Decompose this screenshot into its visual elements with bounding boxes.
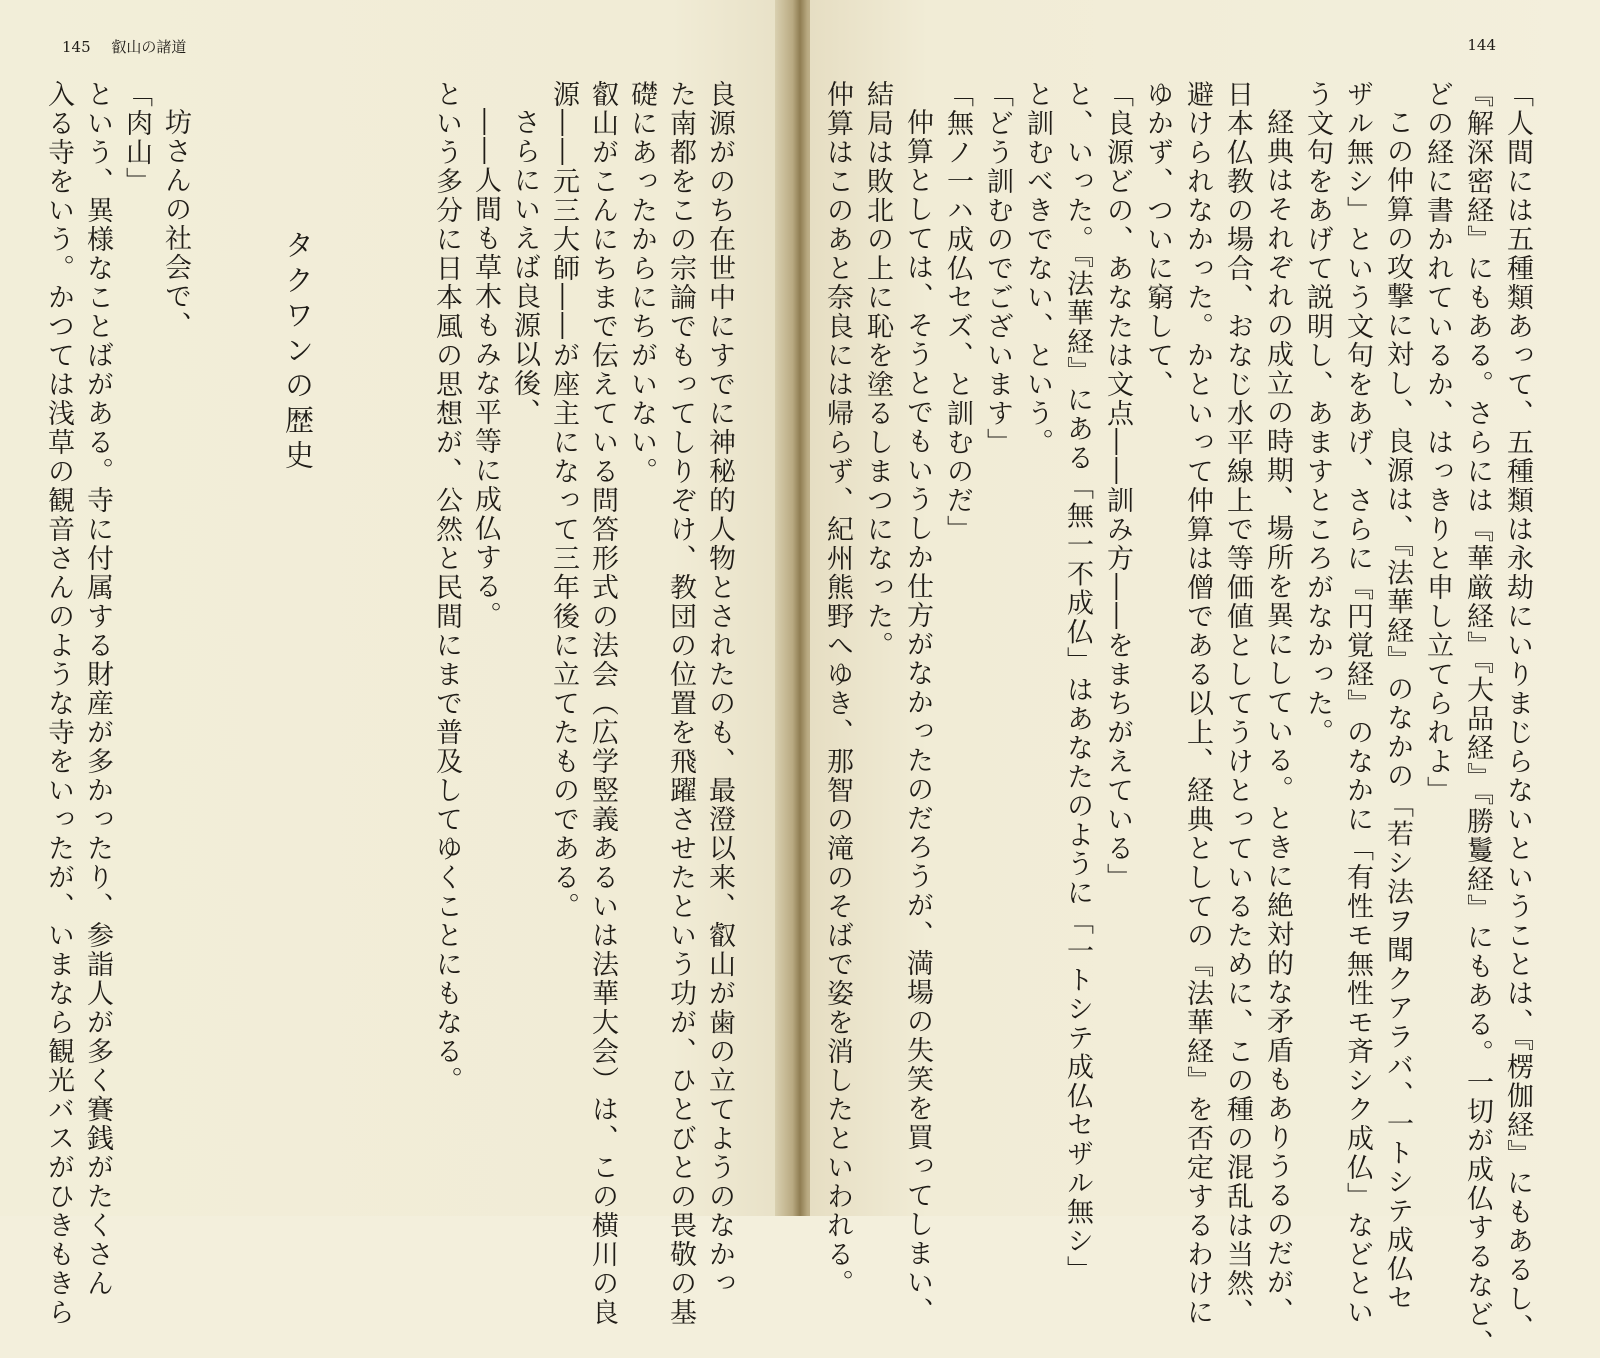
text-column: さらにいえば良源以後、 — [509, 108, 540, 427]
text-column: という多分に日本風の思想が、公然と民間にまで普及してゆくことにもなる。 — [431, 80, 462, 1095]
text-column: 「肉山」 — [121, 80, 152, 196]
text-column: と、いった。『法華経』にある「無一不成仏」はあなたのように「一トシテ成仏セザル無シ」 — [1062, 80, 1093, 1285]
text-column: た南都をこの宗論でもってしりぞけ、教団の位置を飛躍させたという功が、ひとびとの畏敬の基 — [665, 80, 696, 1327]
page-number-144: 144 — [1467, 36, 1496, 54]
left-page — [0, 0, 790, 1327]
text-column: 入る寺をいう。かつては浅草の観音さんのような寺をいったが、いまなら観光バスがひきもきら — [43, 80, 74, 1327]
text-column: と訓むべきでない、という。 — [1022, 80, 1053, 457]
text-column: 良源がのち在世中にすでに神秘的人物とされたのも、最澄以来、叡山が歯の立てようのなかっ — [704, 80, 735, 1298]
text-column: 源――元三大師――が座主になって三年後に立てたものである。 — [548, 80, 579, 921]
text-column: この仲算の攻撃に対し、良源は、『法華経』のなかの「若シ法ヲ聞クアラバ、一トシテ成仏セ — [1382, 108, 1413, 1313]
text-column: 「良源どの、あなたは文点――訓み方――をまちがえている」 — [1102, 80, 1133, 892]
text-column: ――人間も草木もみな平等に成仏する。 — [470, 108, 501, 630]
left-page-header — [62, 36, 186, 57]
text-column: 日本仏教の場合、おなじ水平線上で等価値としてうけとっているために、この種の混乱は当然、 — [1222, 80, 1253, 1327]
text-column: 仲算としては、そうとでもいうしか仕方がなかったのだろうが、満場の失笑を買ってしまい、 — [902, 108, 933, 1326]
text-column: どの経に書かれているか、はっきりと申し立てられよ」 — [1422, 80, 1453, 805]
text-column: 「人間には五種類あって、五種類は永劫にいりまじらないということは、『楞伽経』にもあるし、 — [1502, 80, 1533, 1343]
running-head: 叡山の諸道 — [111, 38, 187, 56]
text-column: ゆかず、ついに窮して、 — [1142, 80, 1173, 399]
text-column: 避けられなかった。かといって仲算は僧である以上、経典としての『法華経』を否定するわけに — [1182, 80, 1213, 1327]
text-column: 『解深密経』にもある。さらには『華厳経』『大品経』『勝鬘経』にもある。一切が成仏するなど、 — [1462, 80, 1493, 1358]
text-column: 「無ノ一ハ成仏セズ、と訓むのだ」 — [942, 80, 973, 544]
text-column: 坊さんの社会で、 — [160, 108, 191, 340]
text-column: 仲算はこのあと奈良には帰らず、紀州熊野へゆき、那智の滝のそばで姿を消したといわれる。 — [822, 80, 853, 1298]
text-column: 経典はそれぞれの成立の時期、場所を異にしている。ときに絶対的な矛盾もありうるのだが、 — [1262, 108, 1293, 1326]
right-page — [810, 0, 1600, 1358]
section-title: タクワンの歴史 — [281, 230, 315, 475]
text-column: 「どう訓むのでございます」 — [982, 80, 1013, 457]
text-column: う文句をあげて説明し、あますところがなかった。 — [1302, 80, 1333, 747]
text-column: 叡山がこんにちまで伝えている問答形式の法会（広学竪義あるいは法華大会）は、この横川の良 — [587, 80, 618, 1327]
text-column: ザル無シ」という文句をあげ、さらに『円覚経』のなかに「有性モ無性モ斉シク成仏」などとい — [1342, 80, 1373, 1327]
text-column: 結局は敗北の上に恥を塗るしまつになった。 — [862, 80, 893, 660]
page-number-145: 145 — [62, 38, 91, 56]
text-column: という、異様なことばがある。寺に付属する財産が多かったり、参詣人が多く賽銭がたくさん — [82, 80, 113, 1298]
text-column: 礎にあったからにちがいない。 — [626, 80, 657, 486]
